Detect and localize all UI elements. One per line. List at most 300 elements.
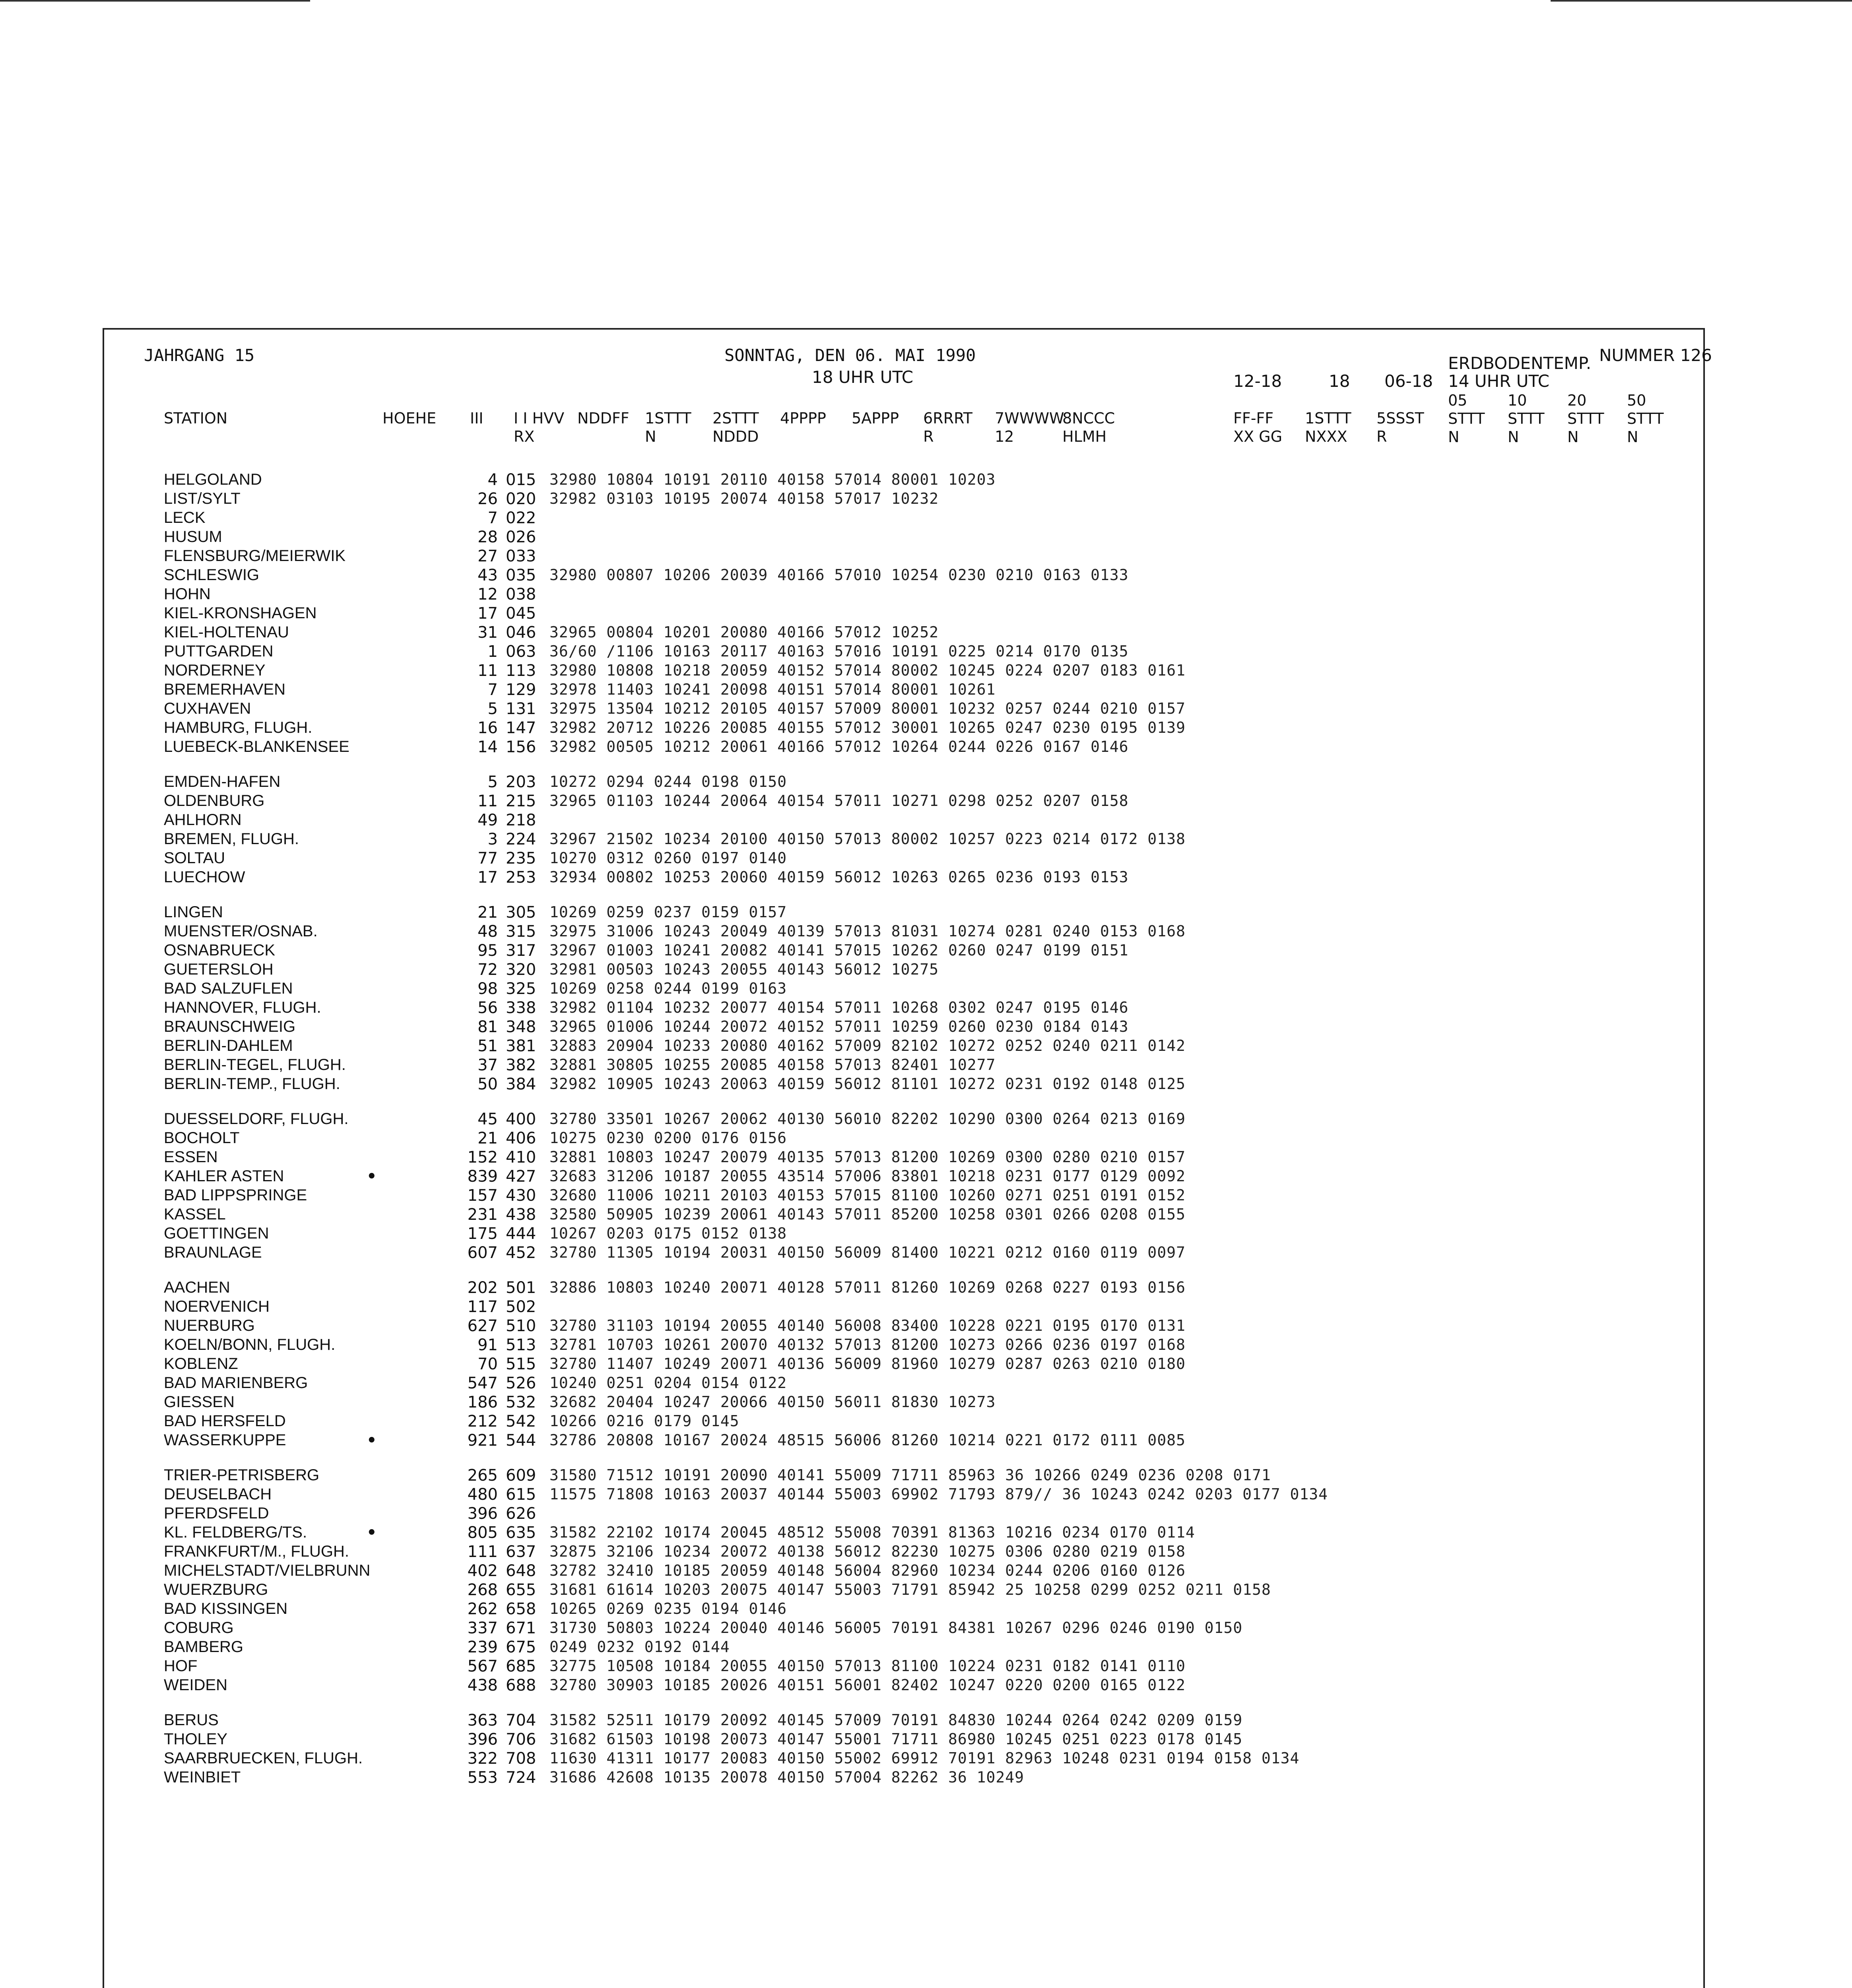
station-name: BERLIN-TEGEL, FLUGH.: [164, 1056, 346, 1074]
station-observation: 32982 03103 10195 20074 40158 57017 10232: [549, 490, 939, 507]
station-index: 045: [506, 604, 536, 623]
station-name: KAHLER ASTEN: [164, 1167, 284, 1185]
station-height: 16: [478, 719, 498, 737]
station-index: 544: [506, 1431, 536, 1450]
station-name: BRAUNSCHWEIG: [164, 1018, 296, 1035]
station-height: 4: [487, 471, 498, 489]
station-observation: 32965 00804 10201 20080 40166 57012 10252: [549, 623, 939, 641]
station-height: 396: [467, 1505, 498, 1523]
station-name: BAD HERSFELD: [164, 1412, 286, 1430]
station-observation: 32780 11305 10194 20031 40150 56009 81400 10221 0212 0160 0119 0097: [549, 1244, 1186, 1261]
station-observation: 10269 0259 0237 0159 0157: [549, 903, 787, 921]
station-observation: 10240 0251 0204 0154 0122: [549, 1374, 787, 1392]
station-height: 627: [467, 1317, 498, 1335]
station-height: 11: [478, 792, 498, 810]
station-height: 212: [467, 1412, 498, 1431]
station-observation: 11575 71808 10163 20037 40144 55003 69902 71793 879// 36 10243 0242 0203 0177 0134: [549, 1485, 1328, 1503]
station-index: 315: [506, 922, 536, 941]
table-row: [104, 1317, 1703, 1336]
table-row: [104, 1186, 1703, 1206]
station-observation: 31730 50803 10224 20040 40146 56005 70191 84381 10267 0296 0246 0190 0150: [549, 1619, 1243, 1637]
station-observation: 32975 31006 10243 20049 40139 57013 81031 10274 0281 0240 0153 0168: [549, 922, 1186, 940]
col-20: 20 STTT N: [1567, 392, 1604, 446]
col-station: STATION: [164, 410, 228, 427]
station-observation: 32980 00807 10206 20039 40166 57010 10254 0230 0210 0163 0133: [549, 566, 1129, 584]
col-50: 50 STTT N: [1627, 392, 1664, 446]
station-index: 015: [506, 471, 536, 489]
station-observation: 31681 61614 10203 20075 40147 55003 71791 85942 25 10258 0299 0252 0211 0158: [549, 1581, 1271, 1598]
report-sheet: [103, 328, 1712, 1988]
station-name: NORDERNEY: [164, 662, 266, 679]
station-name: LINGEN: [164, 903, 223, 921]
station-name: THOLEY: [164, 1730, 228, 1748]
issue-number: NUMMER 126: [1599, 346, 1712, 365]
station-height: 37: [478, 1056, 498, 1074]
station-index: 542: [506, 1412, 536, 1431]
mountain-station-marker: •: [367, 1431, 377, 1450]
station-height: 50: [478, 1075, 498, 1093]
station-index: 706: [506, 1730, 536, 1749]
station-name: OSNABRUECK: [164, 942, 276, 959]
station-index: 215: [506, 792, 536, 810]
station-index: 026: [506, 528, 536, 546]
table-row: [104, 980, 1703, 999]
station-observation: 32881 30805 10255 20085 40158 57013 82401 10277: [549, 1056, 996, 1074]
station-observation: 32982 10905 10243 20063 40159 56012 81101 10272 0231 0192 0148 0125: [549, 1075, 1186, 1093]
table-row: [104, 1355, 1703, 1374]
station-height: 7: [487, 509, 498, 527]
station-height: 5: [487, 773, 498, 791]
station-name: DUESSELDORF, FLUGH.: [164, 1110, 349, 1128]
station-name: BAD KISSINGEN: [164, 1600, 288, 1617]
table-row: [104, 623, 1703, 643]
station-index: 317: [506, 942, 536, 960]
station-index: 637: [506, 1543, 536, 1561]
table-row: [104, 471, 1703, 490]
station-height: 152: [467, 1148, 498, 1167]
station-observation: 32680 11006 10211 20103 40153 57015 81100 10260 0271 0251 0191 0152: [549, 1186, 1186, 1204]
table-row: [104, 773, 1703, 792]
station-height: 49: [478, 811, 498, 829]
station-observation: 32975 13504 10212 20105 40157 57009 80001 10232 0257 0244 0210 0157: [549, 700, 1186, 717]
station-height: 262: [467, 1600, 498, 1618]
station-index: 224: [506, 830, 536, 848]
table-row: [104, 792, 1703, 811]
station-height: 553: [467, 1769, 498, 1787]
table-row: [104, 1225, 1703, 1244]
station-name: WEIDEN: [164, 1676, 227, 1694]
station-index: 406: [506, 1129, 536, 1147]
station-observation: 32580 50905 10239 20061 40143 57011 85200 10258 0301 0266 0208 0155: [549, 1206, 1186, 1223]
table-row: [104, 849, 1703, 868]
station-name: MUENSTER/OSNAB.: [164, 922, 318, 940]
table-row: [104, 1638, 1703, 1657]
col-2sttt: 2STTT NDDD: [712, 410, 759, 445]
station-height: 98: [478, 980, 498, 998]
station-observation: 10265 0269 0235 0194 0146: [549, 1600, 787, 1617]
erdboden-label: ERDBODENTEMP.: [1448, 353, 1592, 373]
station-index: 384: [506, 1075, 536, 1093]
station-name: PFERDSFELD: [164, 1505, 269, 1522]
station-name: LECK: [164, 509, 206, 526]
station-index: 724: [506, 1769, 536, 1787]
table-row: [104, 700, 1703, 719]
station-height: 21: [478, 1129, 498, 1147]
station-index: 526: [506, 1374, 536, 1392]
table-row: [104, 1769, 1703, 1788]
station-index: 438: [506, 1206, 536, 1224]
station-height: 26: [478, 490, 498, 508]
col-5ssst: 5SSST R: [1376, 410, 1424, 445]
table-row: [104, 1600, 1703, 1619]
table-row: [104, 490, 1703, 509]
station-index: 671: [506, 1619, 536, 1637]
station-height: 21: [478, 903, 498, 922]
station-name: KASSEL: [164, 1206, 226, 1223]
table-row: [104, 942, 1703, 961]
station-observation: 32875 32106 10234 20072 40138 56012 82230 10275 0306 0280 0219 0158: [549, 1543, 1186, 1560]
station-observation: 32967 21502 10234 20100 40150 57013 80002 10257 0223 0214 0172 0138: [549, 830, 1186, 848]
station-name: GOETTINGEN: [164, 1225, 269, 1242]
table-row: [104, 1148, 1703, 1167]
station-name: GIESSEN: [164, 1393, 235, 1411]
station-height: 11: [478, 662, 498, 680]
station-height: 480: [467, 1485, 498, 1504]
station-name: OLDENBURG: [164, 792, 265, 810]
station-height: 438: [467, 1676, 498, 1695]
station-height: 265: [467, 1466, 498, 1485]
station-observation: 32881 10803 10247 20079 40135 57013 81200 10269 0300 0280 0210 0157: [549, 1148, 1186, 1166]
station-index: 022: [506, 509, 536, 527]
station-index: 033: [506, 547, 536, 565]
station-index: 305: [506, 903, 536, 922]
station-index: 427: [506, 1167, 536, 1186]
station-name: HOHN: [164, 585, 211, 603]
station-name: HELGOLAND: [164, 471, 262, 488]
station-index: 532: [506, 1393, 536, 1411]
table-row: [104, 1562, 1703, 1581]
station-index: 658: [506, 1600, 536, 1618]
station-index: 513: [506, 1336, 536, 1354]
station-index: 338: [506, 999, 536, 1017]
station-observation: 32780 30903 10185 20026 40151 56001 82402 10247 0220 0200 0165 0122: [549, 1676, 1186, 1694]
col-hoehe: HOEHE: [382, 410, 437, 427]
table-row: [104, 922, 1703, 942]
station-height: 27: [478, 547, 498, 565]
station-name: BAD LIPPSPRINGE: [164, 1186, 307, 1204]
station-height: 363: [467, 1711, 498, 1730]
station-name: PUTTGARDEN: [164, 643, 274, 660]
station-observation: 10270 0312 0260 0197 0140: [549, 849, 787, 867]
station-index: 675: [506, 1638, 536, 1656]
station-observation: 0249 0232 0192 0144: [549, 1638, 730, 1656]
station-height: 28: [478, 528, 498, 546]
table-row: [104, 1244, 1703, 1263]
station-index: 320: [506, 961, 536, 979]
col-1sttt-b: 1STTT NXXX: [1305, 410, 1351, 445]
station-index: 348: [506, 1018, 536, 1036]
station-index: 129: [506, 681, 536, 699]
station-observation: 10272 0294 0244 0198 0150: [549, 773, 787, 790]
station-height: 175: [467, 1225, 498, 1243]
table-row: [104, 1037, 1703, 1056]
station-name: BREMERHAVEN: [164, 681, 285, 698]
station-name: KOBLENZ: [164, 1355, 238, 1373]
station-observation: 32683 31206 10187 20055 43514 57006 83801 10218 0231 0177 0129 0092: [549, 1167, 1186, 1185]
station-height: 48: [478, 922, 498, 941]
station-height: 3: [487, 830, 498, 848]
station-observation: 36/60 /1106 10163 20117 40163 57016 10191 0225 0214 0170 0135: [549, 643, 1129, 660]
station-index: 063: [506, 643, 536, 661]
station-index: 203: [506, 773, 536, 791]
station-height: 839: [467, 1167, 498, 1186]
table-row: [104, 1581, 1703, 1600]
station-observation: 31582 52511 10179 20092 40145 57009 70191 84830 10244 0264 0242 0209 0159: [549, 1711, 1243, 1729]
station-height: 117: [467, 1298, 498, 1316]
station-name: BERUS: [164, 1711, 219, 1729]
station-index: 147: [506, 719, 536, 737]
station-observation: 31682 61503 10198 20073 40147 55001 71711 86980 10245 0251 0223 0178 0145: [549, 1730, 1243, 1748]
station-name: WEINBIET: [164, 1769, 241, 1786]
station-index: 218: [506, 811, 536, 829]
station-index: 626: [506, 1505, 536, 1523]
station-name: BRAUNLAGE: [164, 1244, 262, 1261]
station-index: 708: [506, 1749, 536, 1768]
station-index: 444: [506, 1225, 536, 1243]
table-row: [104, 830, 1703, 849]
table-row: [104, 903, 1703, 922]
jahrgang: JAHRGANG 15: [144, 346, 255, 365]
station-index: 430: [506, 1186, 536, 1205]
station-observation: 32980 10808 10218 20059 40152 57014 80002 10245 0224 0207 0183 0161: [549, 662, 1186, 679]
station-observation: 32781 10703 10261 20070 40132 57013 81200 10273 0266 0236 0197 0168: [549, 1336, 1186, 1353]
station-observation: 31582 22102 10174 20045 48512 55008 70391 81363 10216 0234 0170 0114: [549, 1524, 1195, 1541]
station-name: AACHEN: [164, 1279, 230, 1296]
table-row: [104, 1298, 1703, 1317]
station-height: 157: [467, 1186, 498, 1205]
table-row: [104, 719, 1703, 738]
station-height: 43: [478, 566, 498, 584]
station-name: LUECHOW: [164, 868, 245, 886]
station-observation: 32682 20404 10247 20066 40150 56011 81830 10273: [549, 1393, 996, 1411]
station-index: 156: [506, 738, 536, 756]
station-height: 31: [478, 623, 498, 642]
station-height: 402: [467, 1562, 498, 1580]
col-6rrrt: 6RRRT R: [923, 410, 973, 445]
station-observation: 32883 20904 10233 20080 40162 57009 82102 10272 0252 0240 0211 0142: [549, 1037, 1186, 1054]
station-index: 046: [506, 623, 536, 642]
table-row: [104, 738, 1703, 757]
station-height: 231: [467, 1206, 498, 1224]
station-name: TRIER-PETRISBERG: [164, 1466, 320, 1484]
station-index: 381: [506, 1037, 536, 1055]
table-row: [104, 1485, 1703, 1505]
station-name: HOF: [164, 1657, 198, 1675]
col-1218: 12-18: [1233, 371, 1282, 391]
table-row: [104, 961, 1703, 980]
station-index: 510: [506, 1317, 536, 1335]
table-row: [104, 868, 1703, 887]
station-height: 547: [467, 1374, 498, 1392]
station-index: 502: [506, 1298, 536, 1316]
station-name: DEUSELBACH: [164, 1485, 272, 1503]
station-height: 70: [478, 1355, 498, 1373]
table-row: [104, 1167, 1703, 1186]
table-row: [104, 1336, 1703, 1355]
station-index: 688: [506, 1676, 536, 1695]
station-height: 5: [487, 700, 498, 718]
station-name: EMDEN-HAFEN: [164, 773, 281, 790]
col-0618: 06-18: [1384, 371, 1433, 391]
table-row: [104, 643, 1703, 662]
station-observation: 11630 41311 10177 20083 40150 55002 69912 70191 82963 10248 0231 0194 0158 0134: [549, 1749, 1300, 1767]
station-observation: 32782 32410 10185 20059 40148 56004 82960 10234 0244 0206 0160 0126: [549, 1562, 1186, 1579]
station-name: BAMBERG: [164, 1638, 244, 1656]
station-observation: 32780 11407 10249 20071 40136 56009 81960 10279 0287 0263 0210 0180: [549, 1355, 1186, 1373]
col-10: 10 STTT N: [1508, 392, 1545, 446]
station-observation: 10275 0230 0200 0176 0156: [549, 1129, 787, 1147]
table-row: [104, 1619, 1703, 1638]
table-row: [104, 566, 1703, 585]
station-name: FLENSBURG/MEIERWIK: [164, 547, 346, 565]
station-height: 239: [467, 1638, 498, 1656]
station-index: 609: [506, 1466, 536, 1485]
col-8nccc: 8NCCC HLMH: [1062, 410, 1115, 445]
station-height: 921: [467, 1431, 498, 1450]
station-observation: 32965 01006 10244 20072 40152 57011 10259 0260 0230 0184 0143: [549, 1018, 1129, 1035]
station-name: AHLHORN: [164, 811, 242, 829]
station-index: 515: [506, 1355, 536, 1373]
erdboden-time: 14 UHR UTC: [1448, 371, 1549, 391]
station-observation: 32965 01103 10244 20064 40154 57011 10271 0298 0252 0207 0158: [549, 792, 1129, 810]
station-index: 035: [506, 566, 536, 584]
table-row: [104, 1110, 1703, 1129]
station-height: 45: [478, 1110, 498, 1128]
station-name: BERLIN-TEMP., FLUGH.: [164, 1075, 340, 1093]
station-height: 567: [467, 1657, 498, 1675]
station-index: 410: [506, 1148, 536, 1167]
station-name: SCHLESWIG: [164, 566, 260, 584]
station-observation: 32934 00802 10253 20060 40159 56012 10263 0265 0236 0193 0153: [549, 868, 1129, 886]
station-name: COBURG: [164, 1619, 234, 1637]
station-name: BREMEN, FLUGH.: [164, 830, 299, 848]
station-name: HUSUM: [164, 528, 222, 546]
station-name: HANNOVER, FLUGH.: [164, 999, 321, 1016]
station-observation: 10267 0203 0175 0152 0138: [549, 1225, 787, 1242]
station-height: 17: [478, 868, 498, 887]
station-observation: 32780 33501 10267 20062 40130 56010 82202 10290 0300 0264 0213 0169: [549, 1110, 1186, 1128]
table-row: [104, 1075, 1703, 1094]
station-height: 56: [478, 999, 498, 1017]
station-observation: 32980 10804 10191 20110 40158 57014 80001 10203: [549, 471, 996, 488]
col-7wwww: 7WWWW 12: [995, 410, 1064, 445]
station-name: LUEBECK-BLANKENSEE: [164, 738, 349, 755]
table-row: [104, 1393, 1703, 1412]
station-name: KIEL-HOLTENAU: [164, 623, 289, 641]
station-name: NOERVENICH: [164, 1298, 270, 1315]
table-row: [104, 585, 1703, 604]
station-name: LIST/SYLT: [164, 490, 241, 507]
station-height: 202: [467, 1279, 498, 1297]
station-name: SOLTAU: [164, 849, 225, 867]
station-name: GUETERSLOH: [164, 961, 274, 978]
station-height: 77: [478, 849, 498, 868]
station-height: 805: [467, 1524, 498, 1542]
table-row: [104, 1657, 1703, 1676]
table-row: [104, 1431, 1703, 1450]
station-observation: 10269 0258 0244 0199 0163: [549, 980, 787, 997]
station-height: 72: [478, 961, 498, 979]
table-row: [104, 1730, 1703, 1749]
station-name: ESSEN: [164, 1148, 218, 1166]
station-height: 607: [467, 1244, 498, 1262]
table-row: [104, 999, 1703, 1018]
table-row: [104, 1749, 1703, 1769]
station-observation: 32982 20712 10226 20085 40155 57012 30001 10265 0247 0230 0195 0139: [549, 719, 1186, 736]
station-height: 95: [478, 942, 498, 960]
station-index: 615: [506, 1485, 536, 1504]
station-height: 51: [478, 1037, 498, 1055]
station-name: BOCHOLT: [164, 1129, 240, 1147]
station-observation: 32886 10803 10240 20071 40128 57011 81260 10269 0268 0227 0193 0156: [549, 1279, 1186, 1296]
table-row: [104, 547, 1703, 566]
col-nddff: NDDFF: [577, 410, 629, 427]
station-index: 325: [506, 980, 536, 998]
station-observation: 32780 31103 10194 20055 40140 56008 83400 10228 0221 0195 0170 0131: [549, 1317, 1186, 1334]
station-height: 322: [467, 1749, 498, 1768]
table-row: [104, 528, 1703, 547]
table-row: [104, 1711, 1703, 1730]
table-row: [104, 1676, 1703, 1695]
station-observation: 32786 20808 10167 20024 48515 56006 81260 10214 0221 0172 0111 0085: [549, 1431, 1186, 1449]
table-row: [104, 681, 1703, 700]
station-index: 452: [506, 1244, 536, 1262]
station-index: 501: [506, 1279, 536, 1297]
station-index: 131: [506, 700, 536, 718]
station-name: KOELN/BONN, FLUGH.: [164, 1336, 336, 1353]
station-observation: 32978 11403 10241 20098 40151 57014 80001 10261: [549, 681, 996, 698]
table-row: [104, 1374, 1703, 1393]
station-height: 337: [467, 1619, 498, 1637]
station-height: 7: [487, 681, 498, 699]
station-name: KL. FELDBERG/TS.: [164, 1524, 307, 1541]
station-observation: 32982 00505 10212 20061 40166 57012 10264 0244 0226 0167 0146: [549, 738, 1129, 755]
station-index: 655: [506, 1581, 536, 1599]
station-name: CUXHAVEN: [164, 700, 251, 717]
station-height: 91: [478, 1336, 498, 1354]
table-row: [104, 811, 1703, 830]
station-name: KIEL-KRONSHAGEN: [164, 604, 317, 622]
station-name: SAARBRUECKEN, FLUGH.: [164, 1749, 363, 1767]
station-index: 020: [506, 490, 536, 508]
col-iii: III: [470, 410, 483, 427]
mountain-station-marker: •: [367, 1167, 377, 1186]
table-row: [104, 1466, 1703, 1485]
report-time: 18 UHR UTC: [812, 367, 913, 387]
station-index: 704: [506, 1711, 536, 1730]
station-observation: 32967 01003 10241 20082 40141 57015 10262 0260 0247 0199 0151: [549, 942, 1129, 959]
report-date: SONNTAG, DEN 06. MAI 1990: [724, 346, 976, 365]
table-row: [104, 1056, 1703, 1075]
table-row: [104, 1279, 1703, 1298]
station-observation: 32775 10508 10184 20055 40150 57013 81100 10224 0231 0182 0141 0110: [549, 1657, 1186, 1675]
station-name: FRANKFURT/M., FLUGH.: [164, 1543, 349, 1560]
station-observation: 32981 00503 10243 20055 40143 56012 10275: [549, 961, 939, 978]
col-05: 05 STTT N: [1448, 392, 1485, 446]
station-height: 111: [467, 1543, 498, 1561]
table-row: [104, 662, 1703, 681]
table-row: [104, 604, 1703, 623]
